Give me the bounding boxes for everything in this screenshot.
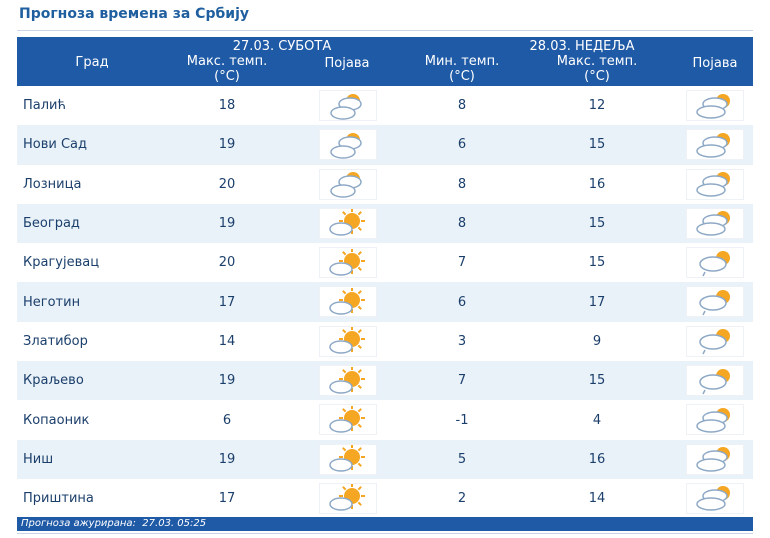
city-name: Лозница xyxy=(23,176,82,192)
table-row xyxy=(17,400,753,439)
sunny-cloud-icon xyxy=(319,208,377,239)
partly-cloudy-icon xyxy=(319,129,377,160)
footer-time: 27.03. 05:25 xyxy=(142,518,207,529)
day2-max-temp: 16 xyxy=(588,176,606,192)
footer-bar xyxy=(17,517,753,531)
page-title: Прогноза времена за Србију xyxy=(19,6,249,22)
sunny-cloud-icon xyxy=(319,444,377,475)
day2-min-temp: 8 xyxy=(457,216,467,232)
city-name: Приштина xyxy=(23,491,94,507)
city-name: Копаоник xyxy=(23,412,90,428)
day2-min-temp: 7 xyxy=(457,255,467,271)
divider xyxy=(17,30,753,31)
header-unit: (°C) xyxy=(214,69,240,84)
day2-max-temp: 4 xyxy=(592,412,602,428)
day2-max-temp: 15 xyxy=(588,373,606,389)
table-row xyxy=(17,165,753,204)
sunny-cloud-icon xyxy=(319,247,377,278)
table-row xyxy=(17,204,753,243)
city-name: Крагујевац xyxy=(23,255,100,271)
day2-max-temp: 15 xyxy=(588,216,606,232)
showers-sun-icon xyxy=(686,326,744,357)
cloudy-sun-icon xyxy=(686,208,744,239)
header-unit: (°C) xyxy=(584,69,610,84)
cloudy-sun-icon xyxy=(686,90,744,121)
day1-max-temp: 17 xyxy=(218,294,236,310)
divider xyxy=(17,533,753,534)
day2-min-temp: 6 xyxy=(457,294,467,310)
day1-max-temp: 19 xyxy=(218,451,236,467)
table-row xyxy=(17,361,753,400)
cloudy-sun-icon xyxy=(686,169,744,200)
table-row xyxy=(17,243,753,282)
day2-min-temp: 8 xyxy=(457,176,467,192)
table-row xyxy=(17,125,753,164)
day2-max-temp: 17 xyxy=(588,294,606,310)
city-name: Неготин xyxy=(23,294,81,310)
header-max-label: Макс. темп. xyxy=(186,54,268,69)
cloudy-sun-icon xyxy=(686,444,744,475)
header-day2-min xyxy=(402,54,522,84)
day2-min-temp: 6 xyxy=(457,137,467,153)
header-city: Град xyxy=(75,55,109,70)
day1-max-temp: 18 xyxy=(218,98,236,114)
day1-max-temp: 19 xyxy=(218,137,236,153)
table-row xyxy=(17,282,753,321)
footer-label: Прогноза ажурирана: xyxy=(21,518,136,529)
header-min-label: Мин. темп. xyxy=(424,54,500,69)
sunny-cloud-icon xyxy=(319,365,377,396)
day2-min-temp: 3 xyxy=(457,333,467,349)
table-row xyxy=(17,440,753,479)
day2-max-temp: 15 xyxy=(588,255,606,271)
forecast-table xyxy=(17,37,753,518)
city-name: Ниш xyxy=(23,451,54,467)
day1-max-temp: 20 xyxy=(218,176,236,192)
city-name: Нови Сад xyxy=(23,137,88,153)
day1-max-temp: 14 xyxy=(218,333,236,349)
day1-max-temp: 20 xyxy=(218,255,236,271)
sunny-cloud-icon xyxy=(319,286,377,317)
table-body xyxy=(17,86,753,518)
day2-min-temp: 8 xyxy=(457,98,467,114)
sunny-cloud-icon xyxy=(319,483,377,514)
partly-cloudy-icon xyxy=(319,90,377,121)
table-row xyxy=(17,479,753,518)
day2-max-temp: 14 xyxy=(588,491,606,507)
day1-max-temp: 19 xyxy=(218,216,236,232)
day2-min-temp: 7 xyxy=(457,373,467,389)
day2-min-temp: 2 xyxy=(457,491,467,507)
day1-max-temp: 17 xyxy=(218,491,236,507)
partly-cloudy-icon xyxy=(319,169,377,200)
header-day2: 28.03. НЕДЕЉА xyxy=(529,39,635,54)
showers-sun-icon xyxy=(686,365,744,396)
day2-max-temp: 15 xyxy=(588,137,606,153)
day2-max-temp: 16 xyxy=(588,451,606,467)
header-day1: 27.03. СУБОТА xyxy=(232,39,332,54)
day2-max-temp: 9 xyxy=(592,333,602,349)
day2-max-temp: 12 xyxy=(588,98,606,114)
table-row xyxy=(17,86,753,125)
header-unit: (°C) xyxy=(449,69,475,84)
cloudy-sun-icon xyxy=(686,129,744,160)
header-max-label: Макс. темп. xyxy=(556,54,638,69)
day2-min-temp: -1 xyxy=(455,412,469,428)
sunny-cloud-icon xyxy=(319,326,377,357)
cloudy-sun-icon xyxy=(686,404,744,435)
city-name: Палић xyxy=(23,98,66,114)
header-day1-phenomenon: Појава xyxy=(324,56,370,71)
showers-sun-icon xyxy=(686,286,744,317)
header-day2-max xyxy=(537,54,657,84)
table-header xyxy=(17,37,753,86)
city-name: Београд xyxy=(23,216,80,232)
day1-max-temp: 6 xyxy=(222,412,232,428)
table-row xyxy=(17,322,753,361)
header-day2-phenomenon: Појава xyxy=(692,56,738,71)
cloudy-sun-icon xyxy=(686,483,744,514)
day1-max-temp: 19 xyxy=(218,373,236,389)
city-name: Краљево xyxy=(23,373,84,389)
showers-sun-icon xyxy=(686,247,744,278)
day2-min-temp: 5 xyxy=(457,451,467,467)
sunny-cloud-icon xyxy=(319,404,377,435)
city-name: Златибор xyxy=(23,333,88,349)
header-day1-max xyxy=(167,54,287,84)
